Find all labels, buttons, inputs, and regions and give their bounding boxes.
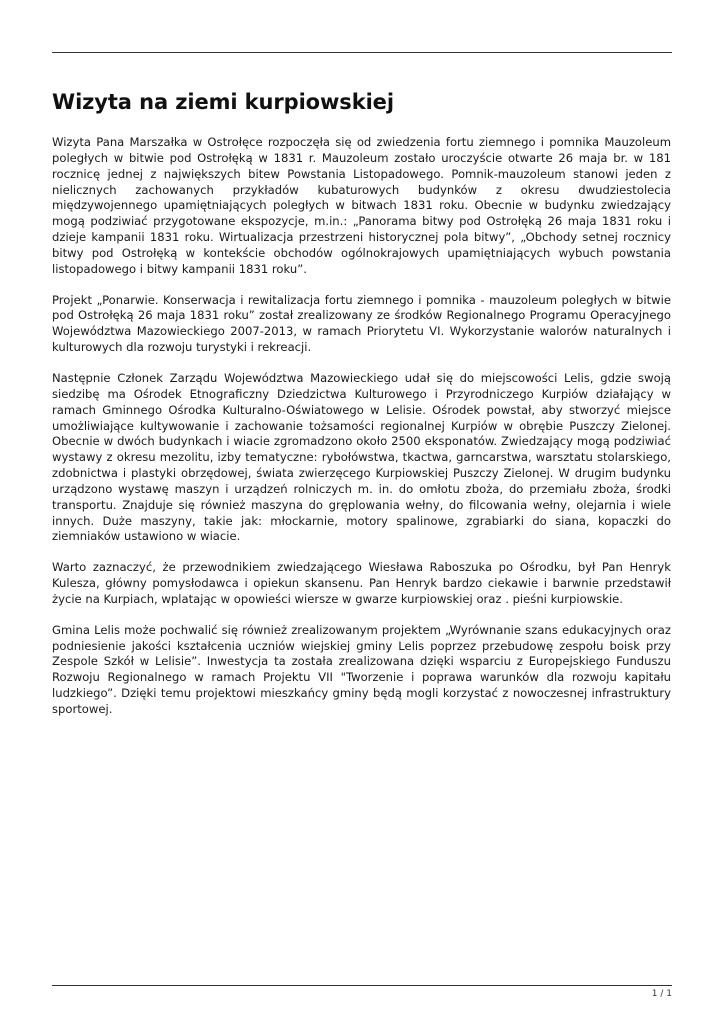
header-rule — [52, 52, 672, 53]
paragraph-5: Gmina Lelis może pochwalić się również zrealizowanym projektem „Wyrównanie szans edukacyjnych oraz podniesienie jakości kształcenia uczniów wiejskiej gminy Lelis poprzez przebudowę zespołu boisk przy Zespole Szkół w Lelisie”. Inwestycja ta została zrealizowana dzięki wsparciu z Europejskiego Funduszu Rozwoju Regionalnego w ramach Projektu VII "Tworzenie i poprawa warunków dla rozwoju kapitału ludzkiego”. Dzięki temu projektowi mieszkańcy gminy będą mogli korzystać z nowoczesnej infrastruktury sportowej. — [52, 622, 671, 716]
paragraph-1: Wizyta Pana Marszałka w Ostrołęce rozpoczęła się od zwiedzenia fortu ziemnego i pomnika Mauzoleum poległych w bitwie pod Ostrołęką w 1831 r. Mauzoleum zostało uroczyście otwarte 26 maja br. w 181 rocznicę jednej z największych bitew Powstania Listopadowego. Pomnik-mauzoleum stanowi jeden z nielicznych zachowanych przykładów kubaturowych budynków z okresu dwudziestolecia międzywojennego upamiętniających poległych w bitwach 1831 roku. Obecnie w budynku zwiedzający mogą podziwiać przygotowane ekspozycje, m.in.: „Panorama bitwy pod Ostrołęką 26 maja 1831 roku i dzieje kampanii 1831 roku. Wirtualizacja przestrzeni historycznej pola bitwy”, „Obchody setnej rocznicy bitwy pod Ostrołęką w kontekście obchodów ogólnokrajowych upamiętniających wybuch powstania listopadowego i bitwy kampanii 1831 roku”. — [52, 135, 671, 276]
paragraph-3: Następnie Członek Zarządu Województwa Mazowieckiego udał się do miejscowości Lelis, gdzie swoją siedzibę ma Ośrodek Etnograficzny Dziedzictwa Kulturowego i Przyrodniczego Kurpiów działający w ramach Gminnego Ośrodka Kulturalno-Oświatowego w Lelisie. Ośrodek powstał, aby stworzyć miejsce umożliwiające kultywowanie i zachowanie tożsamości regionalnej Kurpiów w obrębie Puszczy Zielonej. Obecnie w dwóch budynkach i wiacie zgromadzono około 2500 eksponatów. Zwiedzający mogą podziwiać wystawy z okresu mezolitu, izby tematyczne: rybołówstwa, tkactwa, garncarstwa, warsztatu stolarskiego, zdobnictwa i plastyki obrzędowej, świata zwierzęcego Kurpiowskiej Puszczy Zielonej. W drugim budynku urządzono wystawę maszyn i urządzeń rolniczych m. in. do omłotu zboża, do przemiału zboża, środki transportu. Znajduje się również maszyna do gręplowania wełny, do filcowania wełny, olejarnia i wiele innych. Duże maszyny, takie jak: młockarnie, motory spalinowe, zgrabiarki do siana, kopaczki do ziemniaków ustawiono w wiacie. — [52, 370, 671, 544]
paragraph-2: Projekt „Ponarwie. Konserwacja i rewitalizacja fortu ziemnego i pomnika - mauzoleum poległych w bitwie pod Ostrołęką 26 maja 1831 roku” został zrealizowany ze środków Regionalnego Programu Operacyjnego Województwa Mazowieckiego 2007-2013, w ramach Priorytetu VI. Wykorzystanie walorów naturalnych i kulturowych dla rozwoju turystyki i rekreacji. — [52, 292, 671, 355]
footer-rule — [52, 985, 672, 986]
paragraph-4: Warto zaznaczyć, że przewodnikiem zwiedzającego Wiesława Raboszuka po Ośrodku, był Pan Henryk Kulesza, główny pomysłodawca i opiekun skansenu. Pan Henryk bardzo ciekawie i barwnie przedstawił życie na Kurpiach, wplatając w opowieści wiersze w gwarze kurpiowskiej oraz . pieśni kurpiowskie. — [52, 560, 671, 606]
document-page — [52, 88, 671, 733]
article-title: Wizyta na ziemi kurpiowskiej — [52, 90, 394, 114]
page-number: 1 / 1 — [651, 989, 672, 999]
